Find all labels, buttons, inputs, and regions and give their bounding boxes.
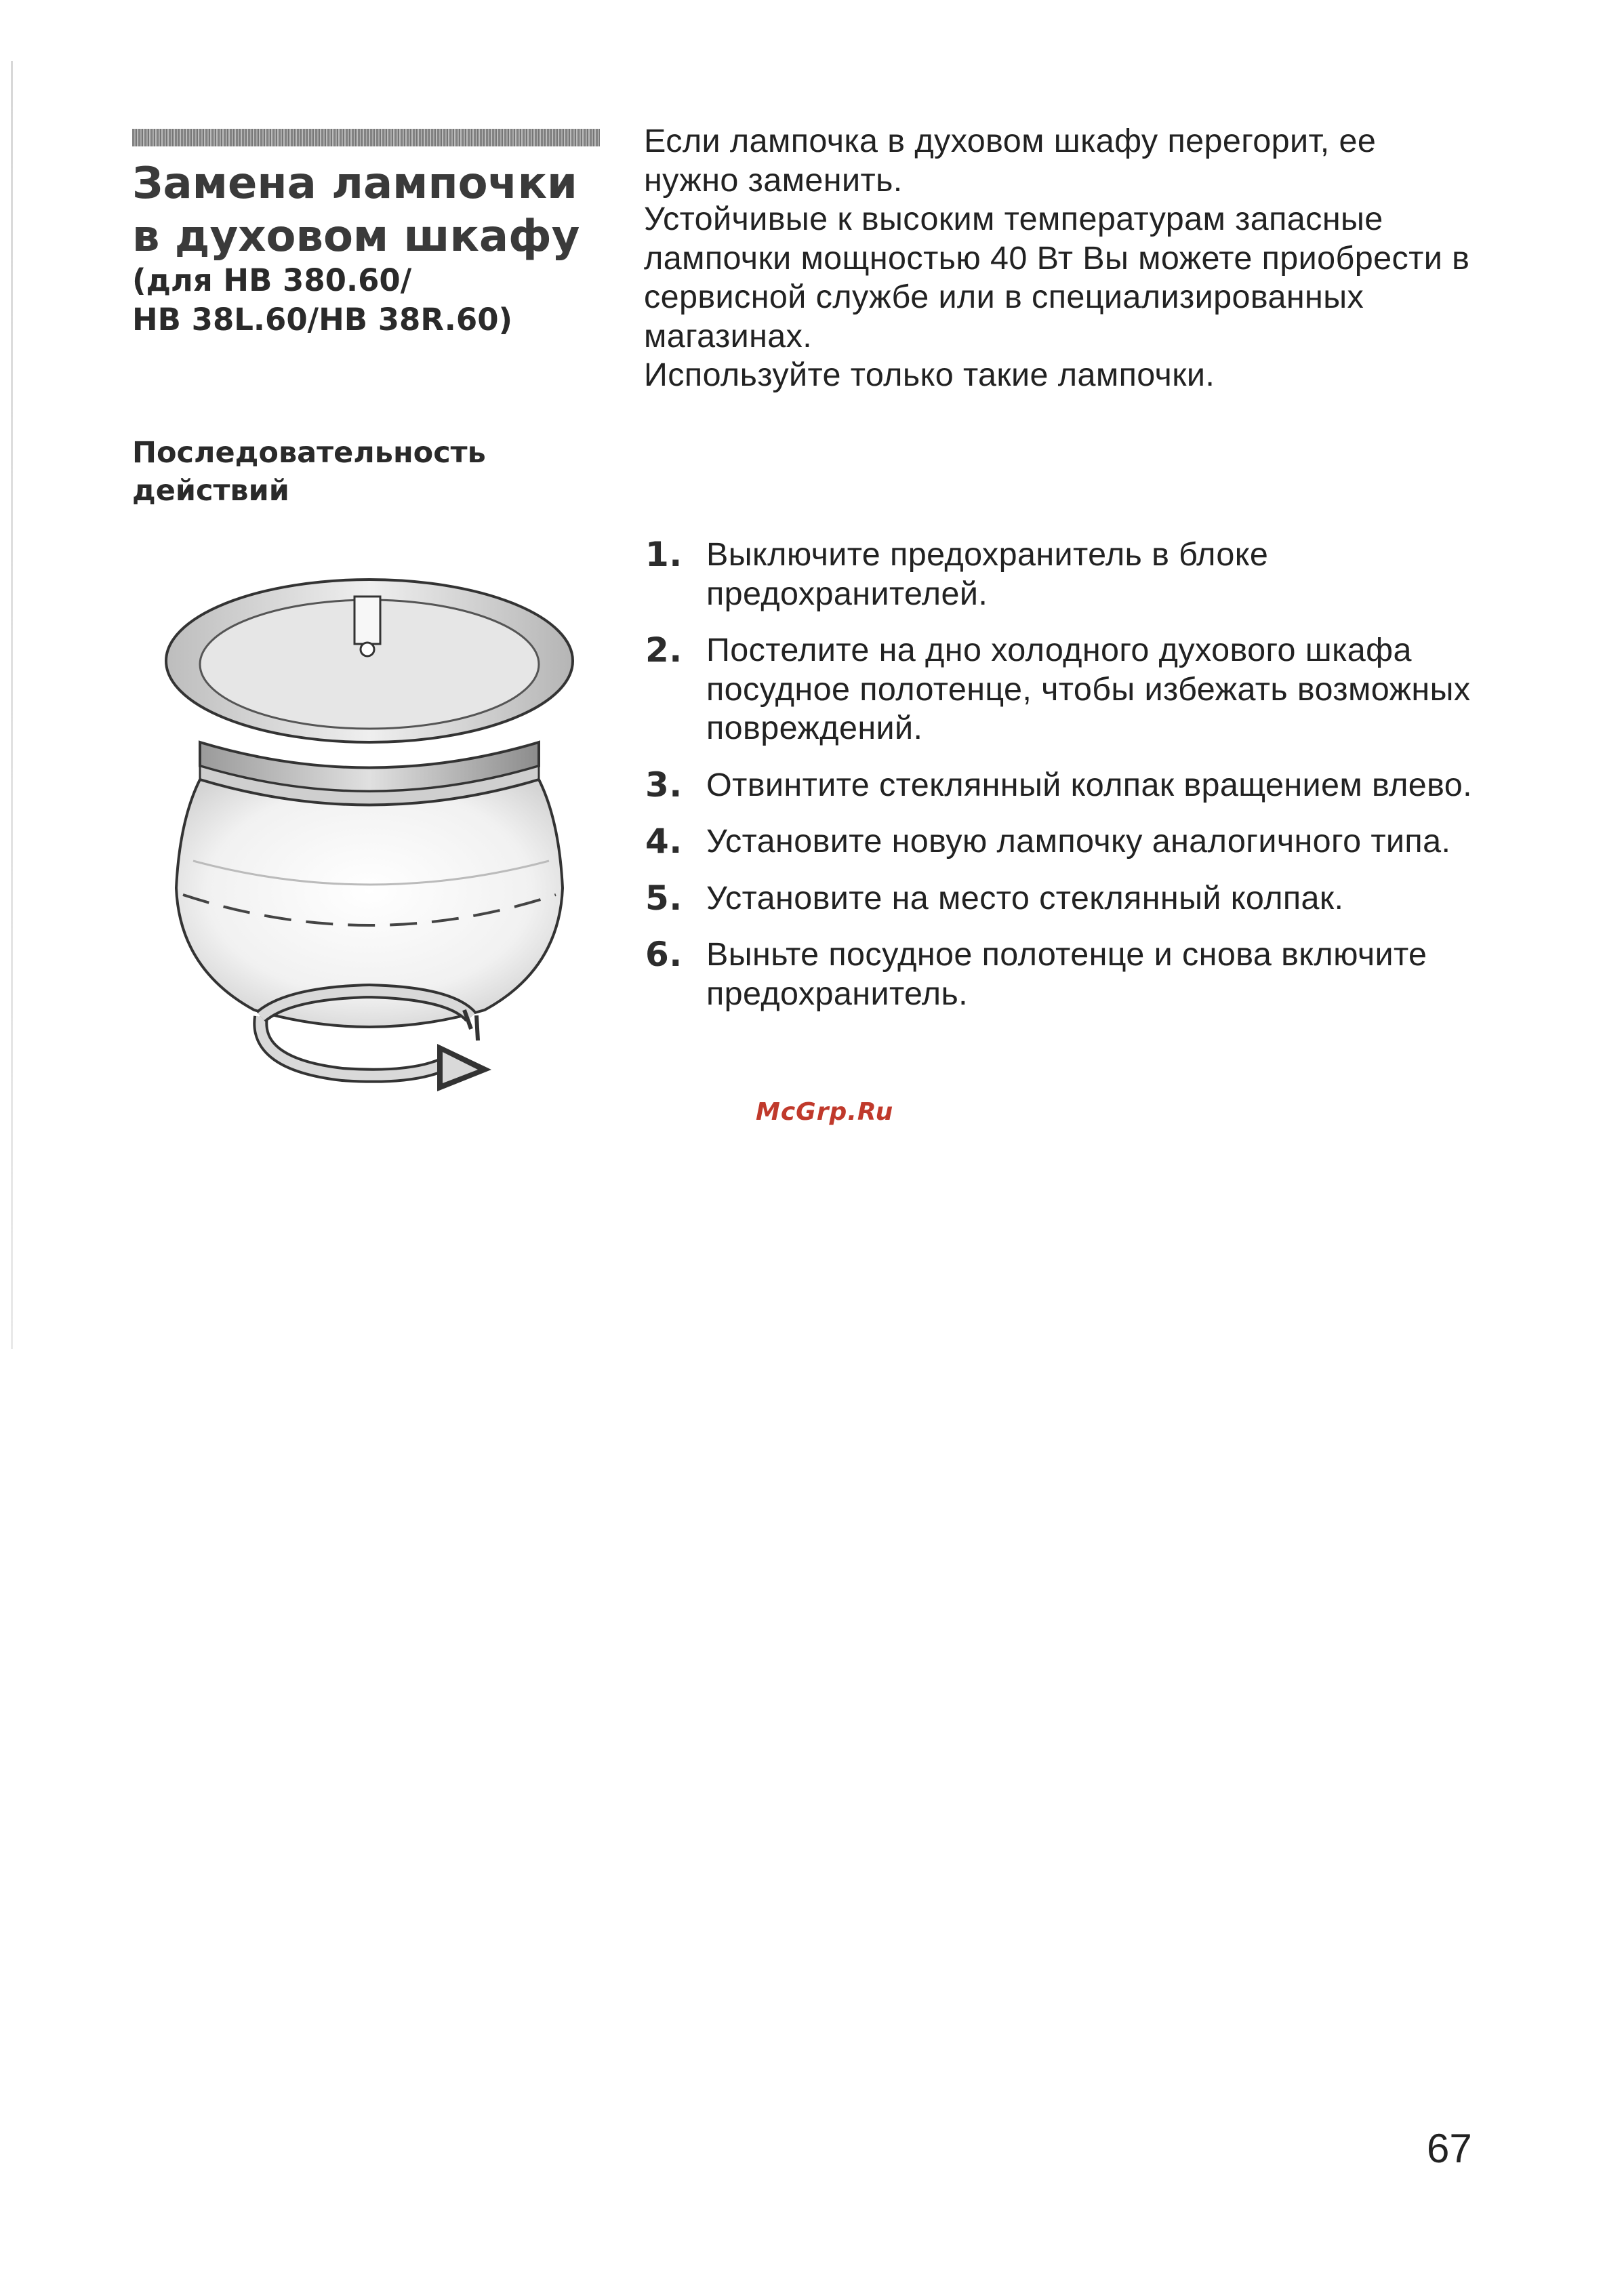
title-line-1: Замена лампочки (132, 159, 577, 209)
procedure-step (644, 822, 1478, 862)
intro-paragraph: Используйте только такие лампочки. (644, 357, 1215, 393)
step-number: 4. (645, 822, 683, 861)
model-line-2: HB 38L.60/HB 38R.60) (132, 302, 513, 338)
step-number: 3. (645, 765, 683, 805)
model-list (132, 261, 620, 340)
step-text: Выключите предохранитель в блоке предохранителей. (706, 536, 1269, 612)
intro-text (644, 122, 1478, 395)
procedure-step (644, 879, 1478, 918)
title-decorative-bar (132, 129, 600, 146)
step-text: Установите на место стеклянный колпак. (706, 879, 1344, 916)
intro-paragraph: Если лампочка в духовом шкафу перегорит, ее нужно заменить. (644, 123, 1377, 199)
oven-lamp-cover-unscrew-icon (153, 576, 593, 1091)
page-title (132, 157, 620, 263)
procedure-heading-line-1: Последовательность (132, 436, 486, 470)
step-number: 6. (645, 935, 683, 974)
step-text: Выньте посудное полотенце и снова включите предохранитель. (706, 936, 1427, 1012)
scan-edge-line (11, 61, 13, 1349)
title-line-2: в духовом шкафу (132, 211, 580, 262)
page-number: 67 (1427, 2126, 1472, 2171)
procedure-step (644, 766, 1478, 805)
step-number: 2. (645, 630, 683, 670)
step-number: 5. (645, 878, 683, 918)
procedure-step (644, 631, 1478, 748)
procedure-steps (644, 536, 1478, 1031)
procedure-heading (132, 434, 620, 510)
procedure-heading-line-2: действий (132, 474, 289, 508)
procedure-step (644, 536, 1478, 613)
step-text: Установите новую лампочку аналогичного типа. (706, 823, 1451, 860)
step-text: Постелите на дно холодного духового шкафа посудное полотенце, чтобы избежать возможных повреждений. (706, 632, 1471, 746)
watermark: McGrp.Ru (756, 1098, 894, 1126)
step-text: Отвинтите стеклянный колпак вращением влево. (706, 766, 1473, 803)
procedure-step (644, 935, 1478, 1013)
intro-paragraph: Устойчивые к высоким температурам запасные лампочки мощностью 40 Вт Вы можете приобрести в сервисной службе или в специализированных магазинах. (644, 201, 1470, 355)
model-line-1: (для HB 380.60/ (132, 262, 412, 298)
step-number: 1. (645, 535, 683, 574)
